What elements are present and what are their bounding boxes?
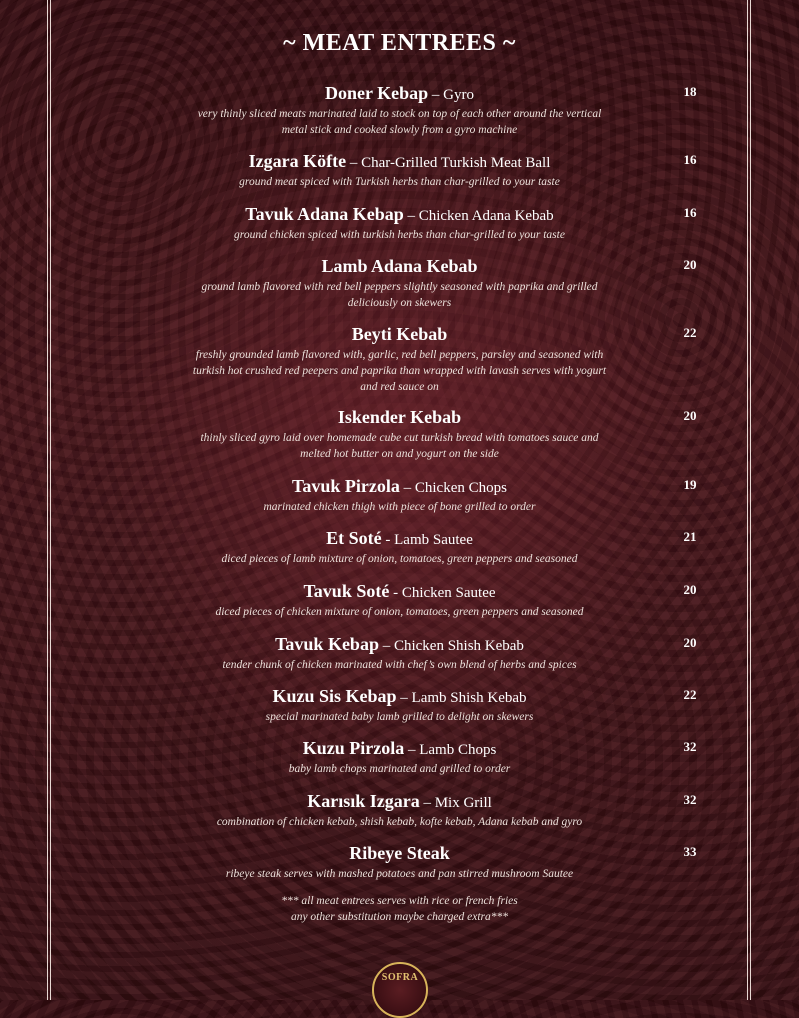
item-description: ground lamb flavored with red bell peppers slightly seasoned with paprika and grilled deliciously on skewers bbox=[201, 281, 598, 309]
item-description: baby lamb chops marinated and grilled to order bbox=[288, 763, 511, 775]
item-price: 32 bbox=[683, 792, 697, 807]
item-description: freshly grounded lamb flavored with, garlic, red bell peppers, parsley and seasoned with turkish hot crushed red peepers and paprika than wrapped with lavash serves with yogurt and red sauce on bbox=[192, 349, 607, 393]
item-price: 19 bbox=[683, 477, 697, 492]
item-description: special marinated baby lamb grilled to delight on skewers bbox=[265, 711, 534, 723]
item-name: Tavuk Soté bbox=[303, 581, 390, 601]
menu-item bbox=[0, 790, 799, 842]
menu-item bbox=[0, 737, 799, 790]
restaurant-logo bbox=[372, 962, 428, 1018]
item-subtitle: - Chicken Sautee bbox=[389, 585, 496, 601]
item-price: 22 bbox=[683, 325, 697, 340]
item-description: thinly sliced gyro laid over homemade cube cut turkish bread with tomatoes sauce and melted hot butter on and yogurt on the side bbox=[200, 432, 599, 460]
menu-item bbox=[0, 527, 799, 580]
menu-title: ~ MEAT ENTREES ~ bbox=[283, 30, 516, 56]
item-subtitle: – Mix Grill bbox=[419, 795, 492, 811]
menu-item bbox=[0, 255, 799, 323]
item-name: Karısık Izgara bbox=[307, 791, 420, 811]
item-subtitle: - Lamb Sautee bbox=[381, 532, 473, 548]
item-name: Et Soté bbox=[326, 528, 382, 548]
item-name: Ribeye Steak bbox=[349, 843, 450, 863]
item-price: 21 bbox=[683, 529, 697, 544]
item-price: 32 bbox=[683, 739, 697, 754]
item-subtitle: – Lamb Chops bbox=[404, 742, 497, 758]
menu-item bbox=[0, 150, 799, 203]
item-price: 16 bbox=[683, 205, 697, 220]
menu-item bbox=[0, 203, 799, 255]
menu-item bbox=[0, 323, 799, 406]
footnote-line-1: *** all meat entrees serves with rice or french fries bbox=[281, 895, 518, 907]
item-name: Tavuk Adana Kebap bbox=[245, 204, 404, 224]
item-description: ribeye steak serves with mashed potatoes and pan stirred mushroom Sautee bbox=[225, 868, 574, 880]
item-description: very thinly sliced meats marinated laid to stock on top of each other around the vertical metal stick and cooked slowly from a gyro machine bbox=[197, 108, 602, 136]
item-price: 16 bbox=[683, 152, 697, 167]
item-name: Lamb Adana Kebab bbox=[321, 256, 478, 276]
item-description: diced pieces of lamb mixture of onion, tomatoes, green peppers and seasoned bbox=[221, 553, 578, 565]
item-description: ground meat spiced with Turkish herbs than char-grilled to your taste bbox=[239, 176, 560, 188]
item-price: 20 bbox=[683, 635, 697, 650]
item-price: 22 bbox=[683, 687, 697, 702]
footnote bbox=[0, 893, 799, 925]
item-subtitle: – Chicken Chops bbox=[399, 480, 507, 496]
item-description: tender chunk of chicken marinated with chef’s own blend of herbs and spices bbox=[222, 659, 577, 671]
item-description: marinated chicken thigh with piece of bone grilled to order bbox=[263, 501, 536, 513]
item-price: 18 bbox=[683, 84, 697, 99]
item-name: Iskender Kebab bbox=[337, 407, 462, 427]
item-price: 20 bbox=[683, 582, 697, 597]
item-price: 20 bbox=[683, 408, 697, 423]
menu-item bbox=[0, 580, 799, 633]
item-subtitle: – Lamb Shish Kebab bbox=[396, 690, 527, 706]
item-subtitle: – Char-Grilled Turkish Meat Ball bbox=[346, 155, 551, 171]
footnote-line-2: any other substitution maybe charged extra*** bbox=[290, 911, 509, 923]
item-name: Izgara Köfte bbox=[248, 151, 347, 171]
item-name: Doner Kebap bbox=[324, 83, 429, 103]
item-name: Kuzu Pirzola bbox=[302, 738, 405, 758]
item-subtitle: – Chicken Adana Kebab bbox=[403, 208, 554, 224]
item-name: Tavuk Kebap bbox=[275, 634, 379, 654]
item-description: combination of chicken kebab, shish kebab, kofte kebab, Adana kebab and gyro bbox=[216, 816, 583, 828]
item-subtitle: – Chicken Shish Kebab bbox=[378, 638, 524, 654]
menu-item bbox=[0, 82, 799, 150]
menu-item bbox=[0, 406, 799, 475]
item-description: ground chicken spiced with turkish herbs than char-grilled to your taste bbox=[234, 229, 565, 241]
logo-text: SOFRA bbox=[381, 972, 419, 983]
item-subtitle: – Gyro bbox=[428, 87, 474, 103]
item-description: diced pieces of chicken mixture of onion, tomatoes, green peppers and seasoned bbox=[215, 606, 584, 618]
item-name: Kuzu Sis Kebap bbox=[272, 686, 397, 706]
item-price: 20 bbox=[683, 257, 697, 272]
item-name: Beyti Kebab bbox=[351, 324, 448, 344]
item-price: 33 bbox=[683, 844, 697, 859]
menu-item bbox=[0, 633, 799, 685]
menu-item bbox=[0, 842, 799, 894]
menu-item bbox=[0, 685, 799, 737]
menu-item bbox=[0, 475, 799, 527]
item-name: Tavuk Pirzola bbox=[292, 476, 400, 496]
menu-list bbox=[0, 82, 799, 894]
